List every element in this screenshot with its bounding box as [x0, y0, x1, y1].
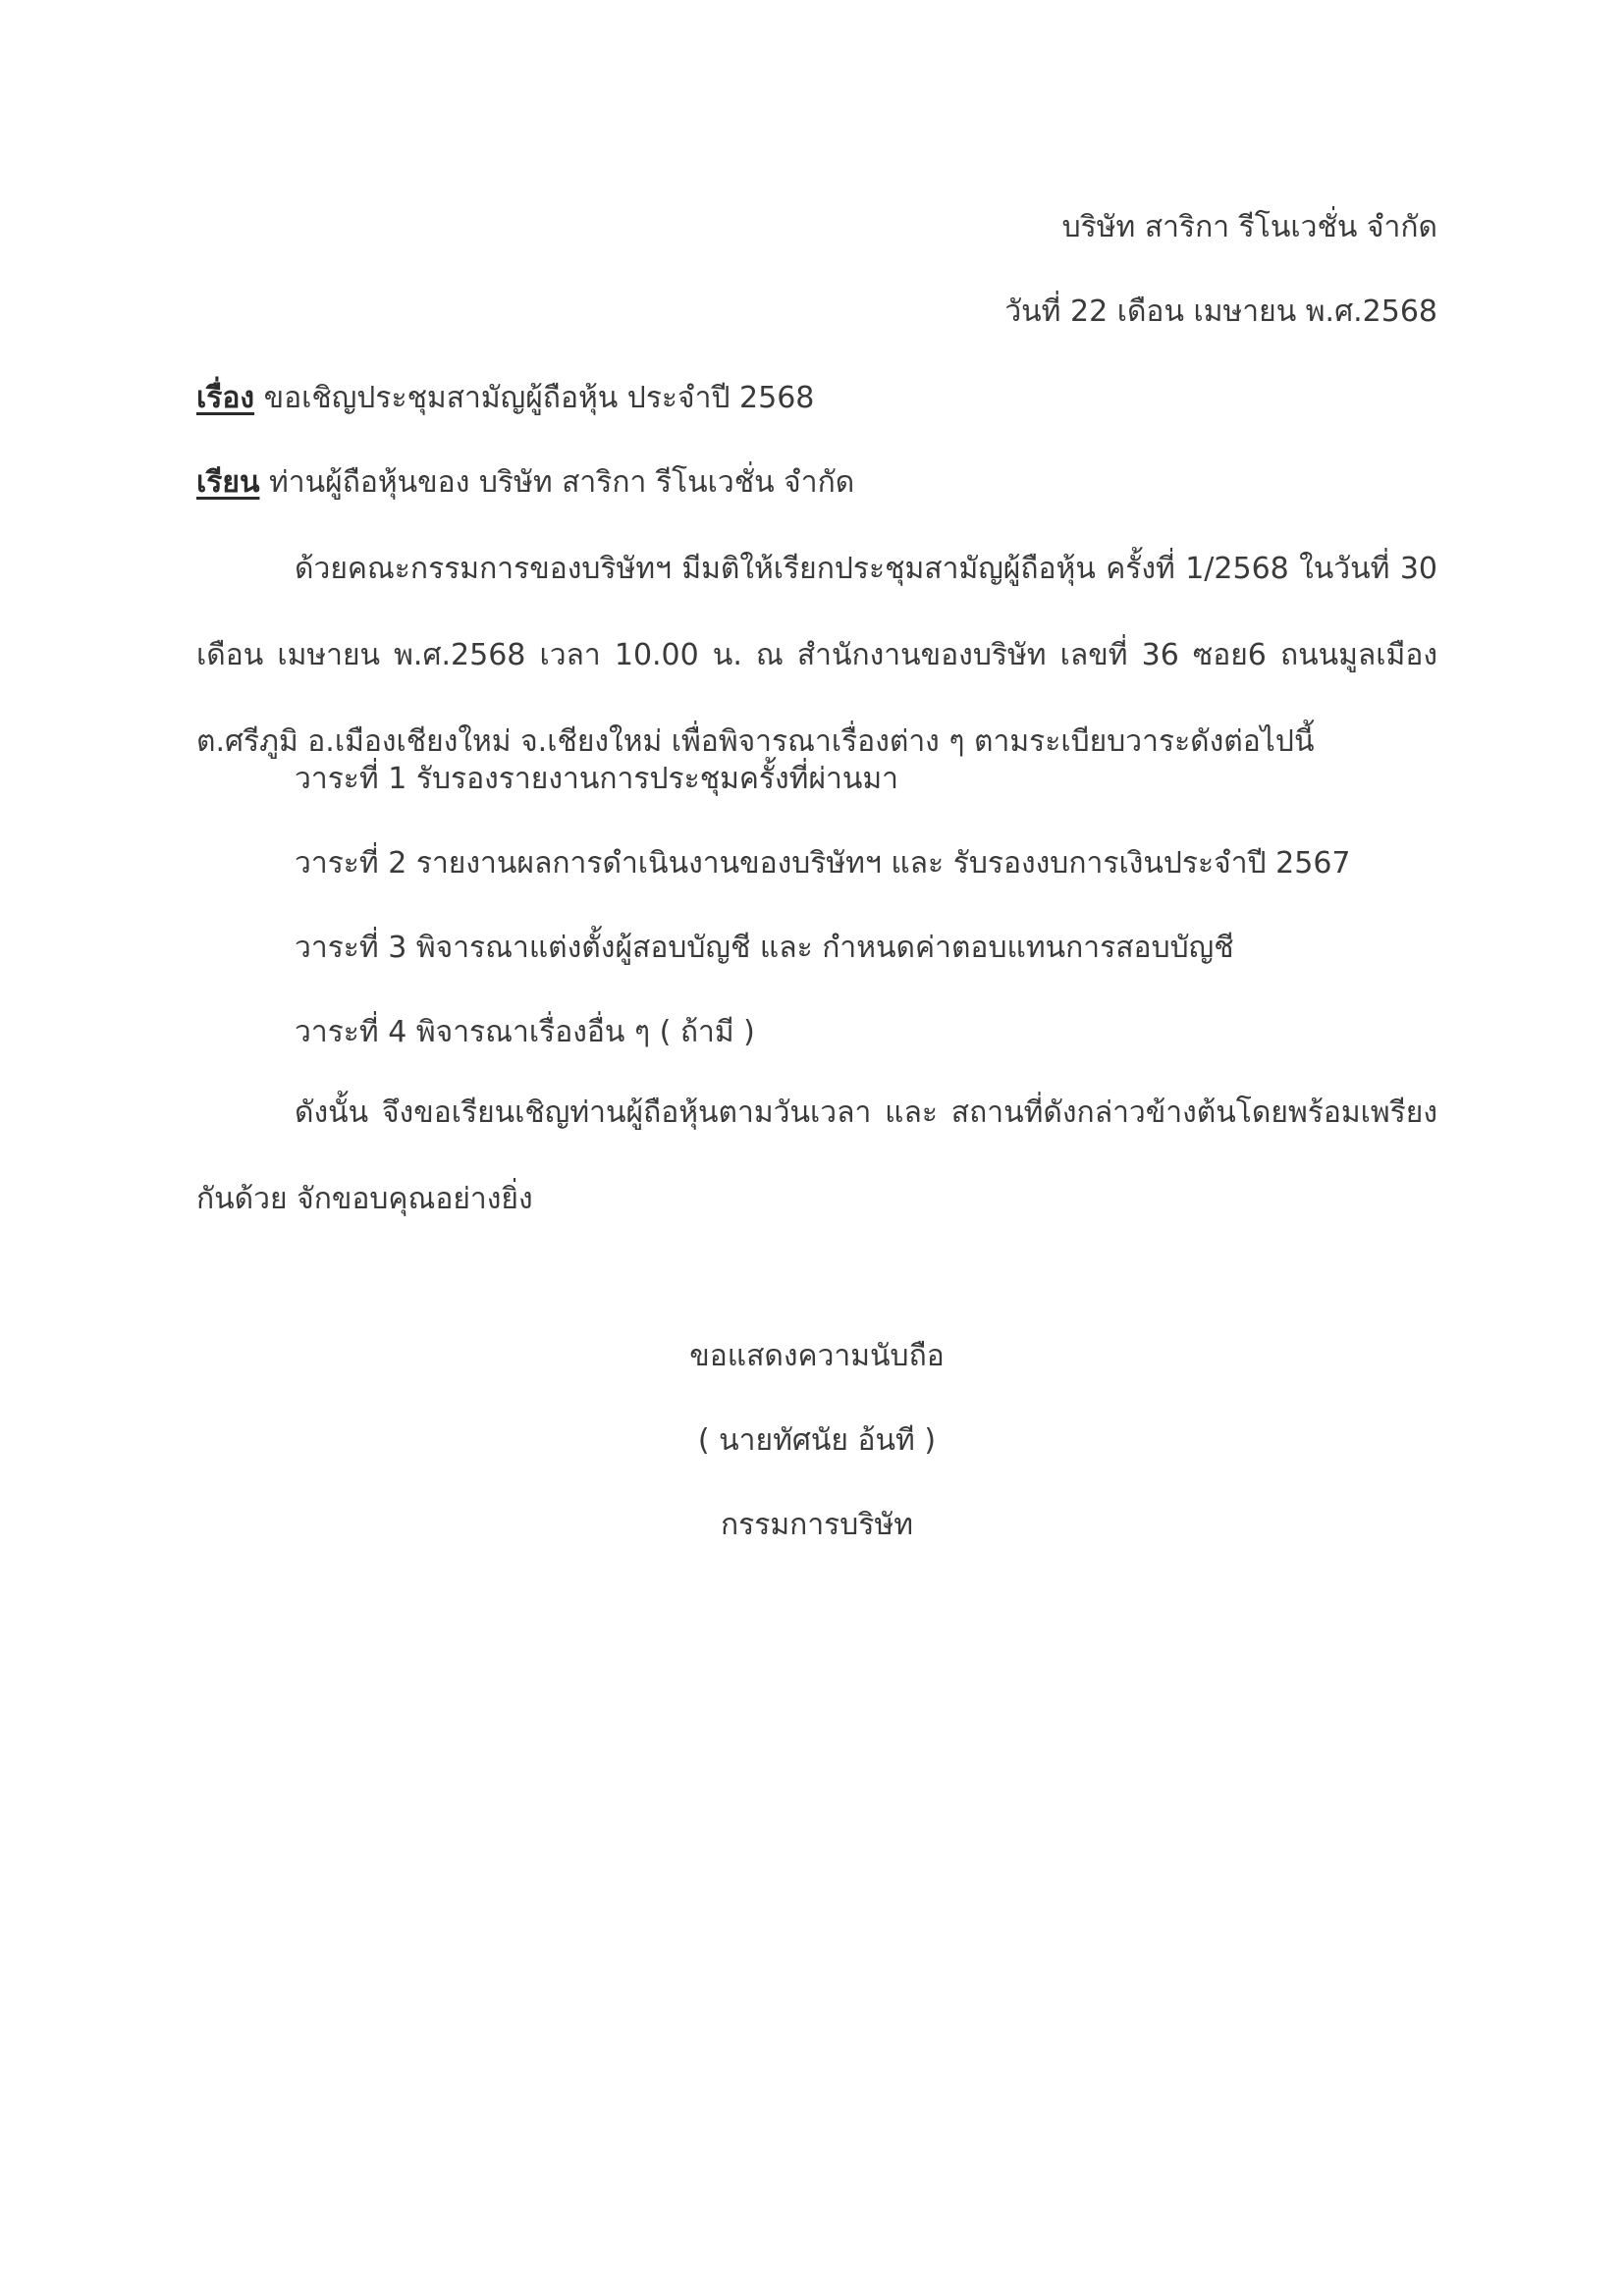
agenda-item-2: วาระที่ 2 รายงานผลการดำเนินงานของบริษัทฯ และ รับรองงบการเงินประจำปี 2567 — [295, 846, 1351, 881]
intro-paragraph-text: ด้วยคณะกรรมการของบริษัทฯ มีมติให้เรียกประชุมสามัญผู้ถือหุ้น ครั้งที่ 1/2568 ในวันที่ 30 เดือน เมษายน พ.ศ.2568 เวลา 10.00 น. ณ สำนักงานของบริษัท เลขที่ 36 ซอย6 ถนนมูลเมือง ต.ศรีภูมิ อ.เมืองเชียงใหม่ จ.เชียงใหม่ เพื่อพิจารณาเรื่องต่าง ๆ ตามระเบียบวาระดังต่อไปนี้ — [196, 552, 1437, 759]
subject-text: ขอเชิญประชุมสามัญผู้ถือหุ้น ประจำปี 2568 — [263, 381, 815, 415]
recipient-text: ท่านผู้ถือหุ้นของ บริษัท สาริกา รีโนเวชั่น จำกัด — [269, 465, 855, 500]
signatory-title: กรรมการบริษัท — [721, 1508, 913, 1542]
subject-line — [196, 377, 814, 420]
sign-off: ขอแสดงความนับถือ — [689, 1339, 945, 1373]
company-name: บริษัท สาริกา รีโนเวชั่น จำกัด — [1061, 210, 1437, 244]
letter-date: วันที่ 22 เดือน เมษายน พ.ศ.2568 — [1004, 294, 1437, 329]
signatory-name: ( นายทัศนัย อ้นที ) — [697, 1423, 937, 1458]
closing-paragraph-text: ดังนั้น จึงขอเรียนเชิญท่านผู้ถือหุ้นตามวันเวลา และ สถานที่ดังกล่าวข้างต้นโดยพร้อมเพรียงกันด้วย จักขอบคุณอย่างยิ่ง — [196, 1095, 1437, 1216]
recipient-line — [196, 461, 854, 505]
agenda-item-4: วาระที่ 4 พิจารณาเรื่องอื่น ๆ ( ถ้ามี ) — [295, 1015, 755, 1049]
intro-paragraph — [196, 526, 1437, 785]
recipient-label: เรียน — [196, 465, 260, 500]
subject-label: เรื่อง — [196, 381, 255, 415]
agenda-item-3: วาระที่ 3 พิจารณาแต่งตั้งผู้สอบบัญชี และ กำหนดค่าตอบแทนการสอบบัญชี — [295, 931, 1234, 965]
agenda-item-1: วาระที่ 1 รับรองรายงานการประชุมครั้งที่ผ่านมา — [295, 762, 899, 796]
closing-paragraph — [196, 1070, 1437, 1243]
